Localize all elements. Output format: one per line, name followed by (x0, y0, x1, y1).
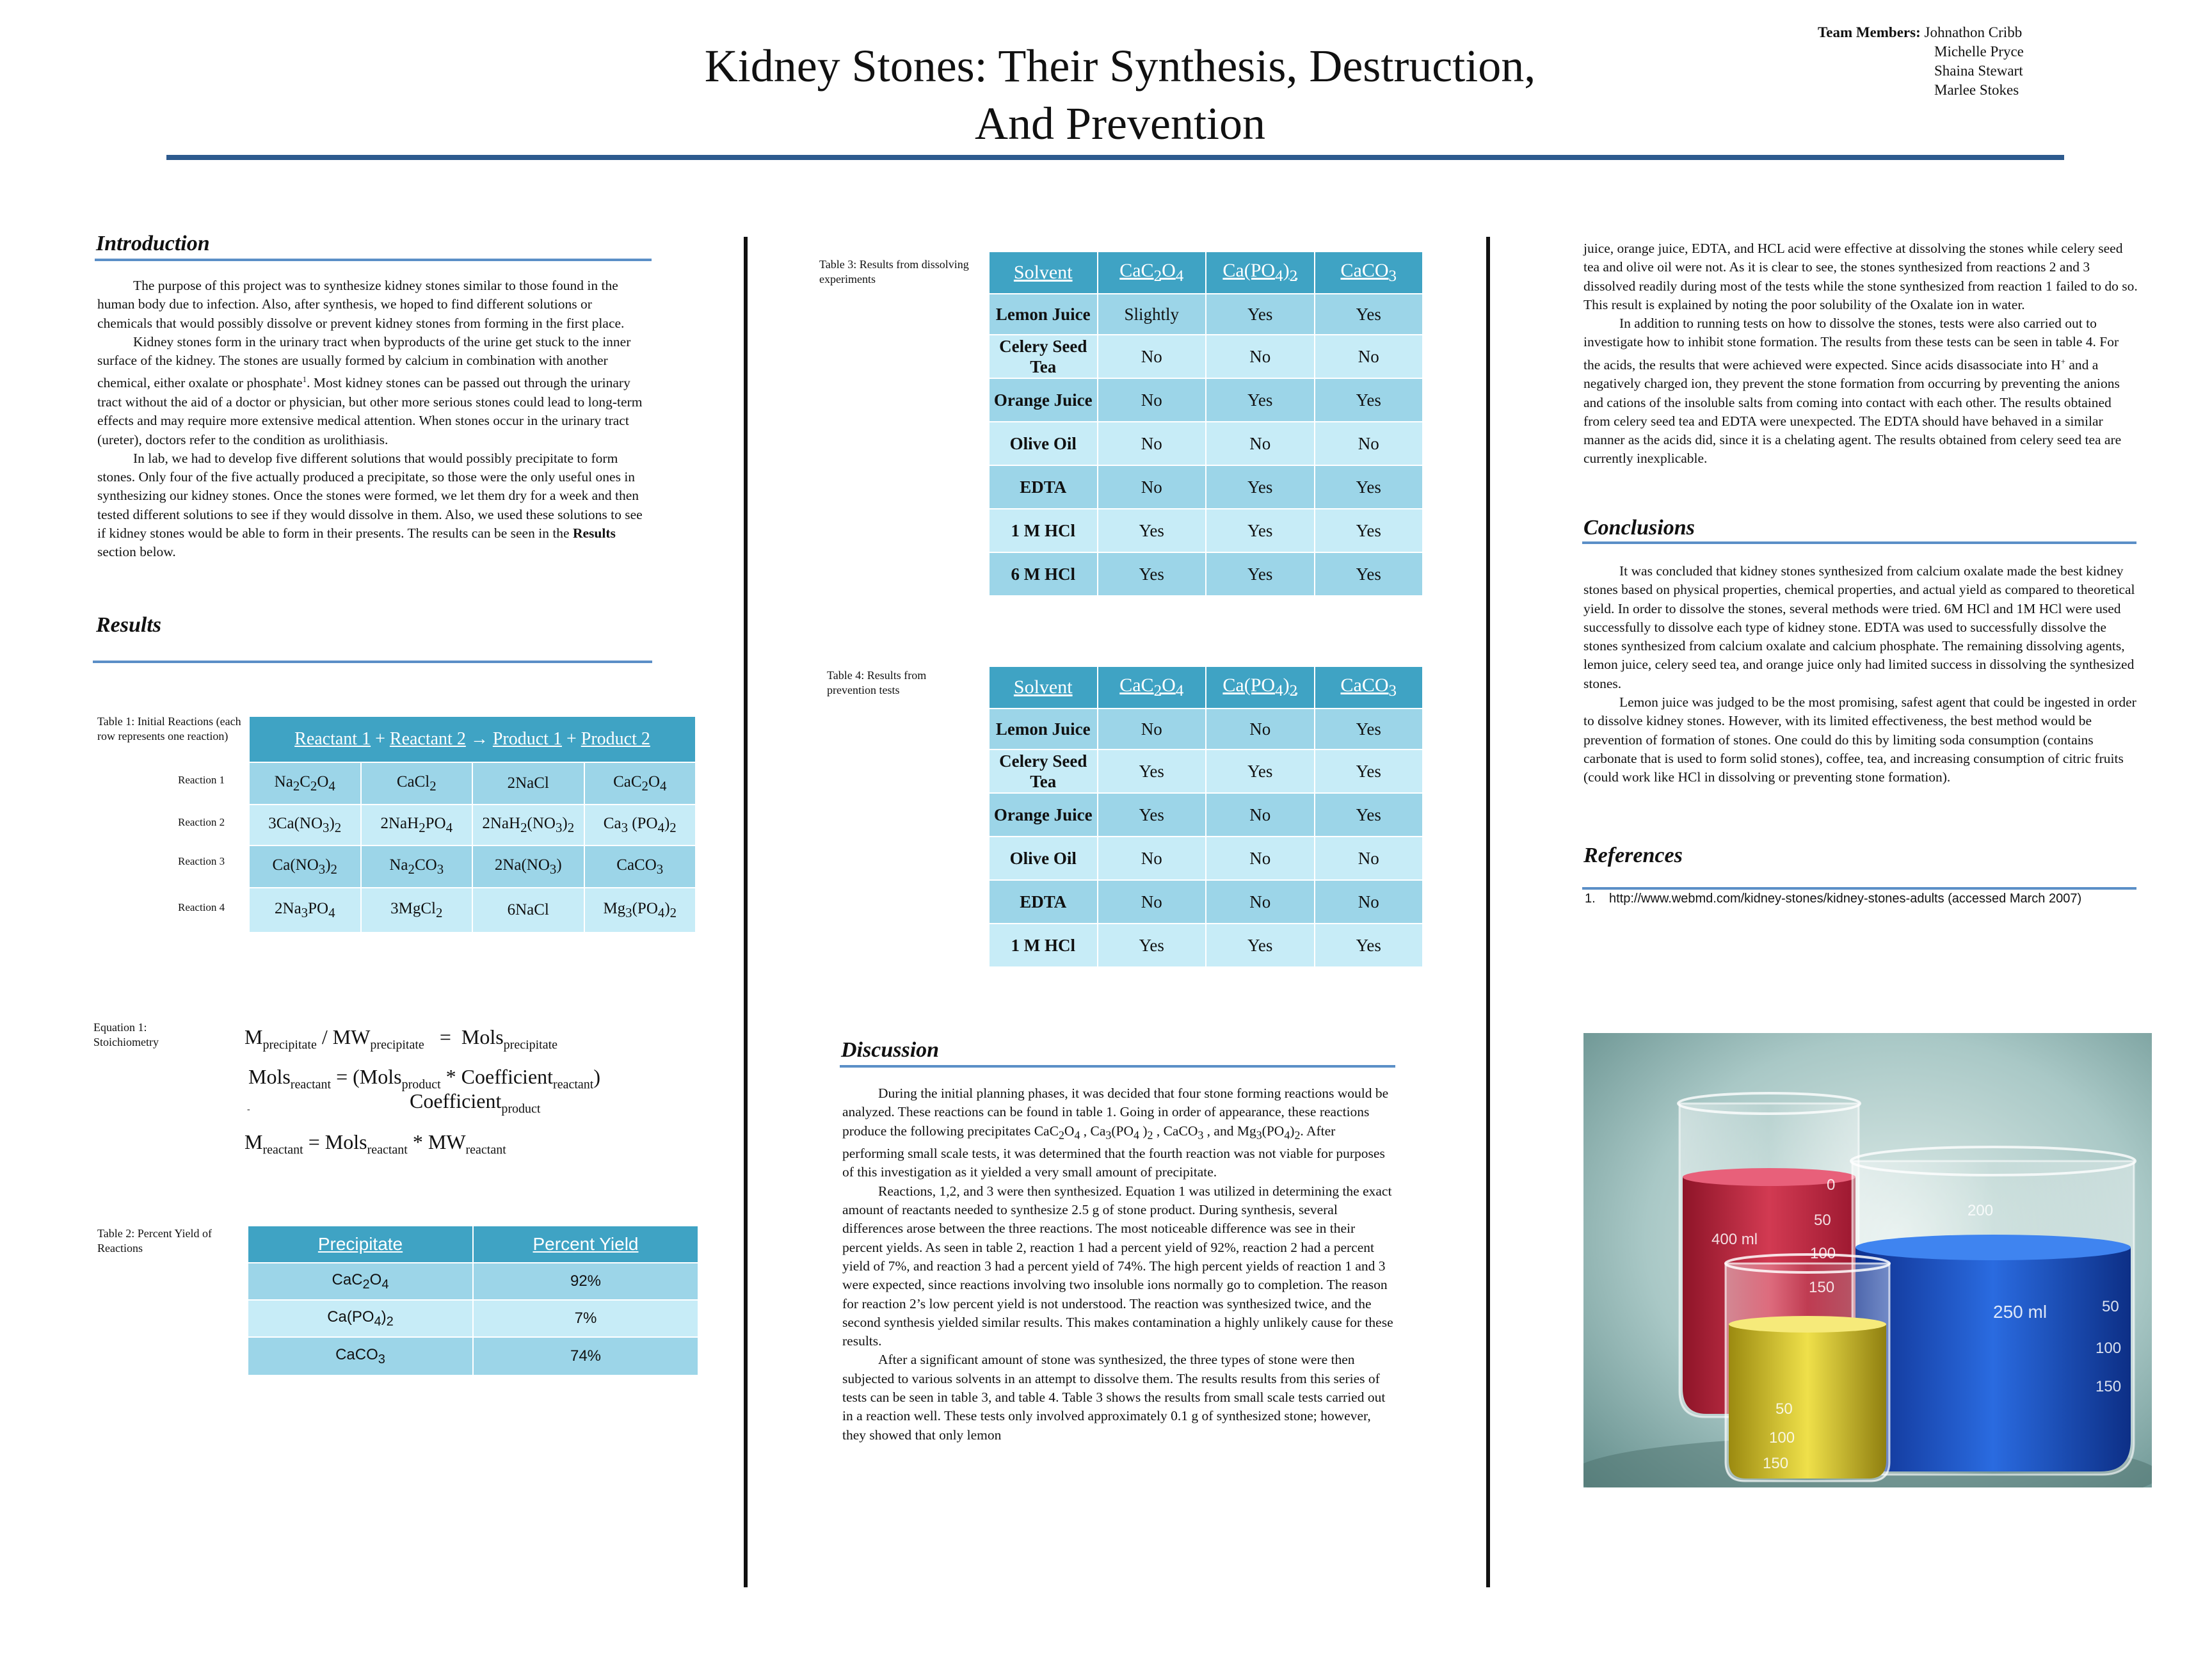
table1-caption: Table 1: Initial Reactions (each row represents one reaction) (97, 715, 241, 742)
paragraph: In addition to running tests on how to dissolve the stones, tests were also carried out to investigate how to inhibit stone formation. The results from these tests can be seen in table 4. For the acids, the results that were achieved were expected. Since acids disassociate into H+ and a negatively charged ion, they prevent the stone formation from occurring by preventing the anions and cations of the insoluble salts from coming into contact with each other. The results obtained from celery seed tea and EDTA were unexpected. The EDTA should have behaved in a similar manner as the acids did, since it is a chelating agent. The results obtained from celery seed tea are currently inexplicable. (1583, 316, 2122, 467)
team-member: Michelle Pryce (1934, 44, 2024, 60)
column-divider (1486, 237, 1490, 1587)
table-cell: CaCO$_3$ (248, 1337, 473, 1375)
result-cell: Yes (1315, 924, 1423, 967)
table2 (247, 1225, 699, 1376)
table-cell: 74% (473, 1337, 698, 1375)
discussion-paragraph: During the initial planning phases, it was decided that four stone forming reactions would be analyzed. These reactions can be found in table 1. Going in order of appearance, these reactions produce the following precipitates $CaC_2O_4$ , $Ca_3(PO_4$ )$_2$ , CaCO$_3$ , and $Mg_3(PO_4)_2$. After performing small scale tests, it was determined that the fourth reaction was not viable for purposes of this investigation as it yielded a very small amount of precipitate. (842, 1086, 1389, 1180)
result-cell: Yes (1206, 465, 1315, 509)
result-cell: Yes (1315, 793, 1423, 837)
solvent-cell: Lemon Juice (989, 709, 1098, 749)
intro-paragraph: The purpose of this project was to synthesize kidney stones similar to those found in the human body due to infection. Also, after synthesis, we hoped to find different solutions or chemicals that would possibly dissolve or prevent kidney stones from forming in the first place. (97, 278, 625, 331)
table-row (249, 846, 696, 888)
table-row (989, 924, 1423, 967)
solvent-cell: Orange Juice (989, 378, 1098, 422)
table-row (989, 837, 1423, 880)
solvent-cell: Orange Juice (989, 793, 1098, 837)
header-cell: $Ca(PO_4)_2$ (1206, 666, 1315, 709)
column3-text (1583, 239, 2138, 469)
introduction-text (97, 276, 648, 562)
svg-text:150: 150 (1809, 1279, 1835, 1296)
table-row (989, 509, 1423, 552)
table-cell: $Na_2C_2O_4$ (249, 762, 361, 805)
table-row (248, 1300, 698, 1337)
result-cell: Yes (1206, 378, 1315, 422)
conclusions-paragraph: Lemon juice was judged to be the most promising, safest agent that could be ingested in order to dissolve kidney stones. However, with its limited effectiveness, the best method would be prevention of formation of stones. One could do this by limiting soda consumption (contains carbonate that is used to form solid stones), coffee, tea, and increasing consumption of citric fruits (could work like HCl in dissolving or preventing stone formation). (1583, 694, 2136, 785)
result-cell: No (1315, 422, 1423, 465)
result-cell: No (1098, 880, 1206, 924)
section-rule (95, 259, 652, 261)
team-label: Team Members: (1818, 24, 1921, 40)
title-rule (166, 155, 2064, 160)
equation-line: Mols$_{reactant}$ = (Mols$_{product}$ * Coefficient$_{reactant}$) (248, 1065, 600, 1092)
header-cell: Solvent (989, 666, 1098, 709)
table-row (989, 378, 1423, 422)
discussion-paragraph: Reactions, 1,2, and 3 were then synthesized. Equation 1 was utilized in determining the exact amount of reactants needed to synthesize 2.5 g of stone product. During synthesis, several differences arose between the three reactions. The most noticeable difference was see in their percent yields. As seen in table 2, reaction 1 had a percent yield of 92%, reaction 2 had a percent yield of 7%, and reaction 3 had a percent yield of 74%. The high percent yields of reaction 1 and 3 were expected, since reactions involving two insoluble ions normally go to completion. The reason for reaction 2’s low percent yield is not understood. The reaction was synthesized twice, and the second synthesis yielded similar results. This makes contamination a highly unlikely cause for these results. (842, 1183, 1393, 1349)
table-row (989, 552, 1423, 596)
result-cell: Yes (1098, 509, 1206, 552)
table4-caption: Table 4: Results from prevention tests (827, 669, 927, 696)
team-members (1818, 23, 2087, 100)
header-cell: Solvent (989, 252, 1098, 294)
equation-line: Coefficient$_{product}$ (410, 1089, 541, 1116)
equation-caption: Equation 1: Stoichiometry (93, 1021, 159, 1048)
result-cell: Yes (1315, 294, 1423, 335)
conclusions-heading: Conclusions (1583, 516, 1695, 540)
equation-line: $M_{precipitate} / MW_{precipitate}$ = Mols$_{precipitate}$ (244, 1025, 558, 1052)
table-row (248, 1263, 698, 1300)
solvent-cell: EDTA (989, 880, 1098, 924)
table-row (989, 880, 1423, 924)
solvent-cell: Olive Oil (989, 837, 1098, 880)
table-row (989, 294, 1423, 335)
result-cell: No (1098, 378, 1206, 422)
svg-text:150: 150 (1763, 1455, 1789, 1472)
result-cell: Yes (1206, 294, 1315, 335)
result-cell: No (1098, 465, 1206, 509)
table-cell: $2Na(NO_3)$ (472, 846, 584, 888)
result-cell: Yes (1098, 749, 1206, 793)
header-cell: Reactant 1 (294, 729, 371, 749)
result-cell: Yes (1315, 509, 1423, 552)
svg-text:100: 100 (2096, 1340, 2122, 1357)
table-row (249, 888, 696, 933)
title-line-1: Kidney Stones: Their Synthesis, Destruction, (704, 40, 1536, 92)
team-member: Marlee Stokes (1934, 82, 2019, 98)
result-cell: Slightly (1098, 294, 1206, 335)
result-cell: No (1206, 880, 1315, 924)
result-cell: Yes (1206, 552, 1315, 596)
table-cell: $Mg_3(PO_4)_2$ (584, 888, 696, 933)
header-cell: Reactant 2 (389, 729, 466, 749)
svg-text:150: 150 (2096, 1378, 2122, 1395)
table-cell: $3Ca(NO_3)_2$ (249, 805, 361, 846)
title-line-2: And Prevention (975, 98, 1265, 149)
reaction-label: Reaction 2 (178, 816, 225, 828)
table-row (248, 1337, 698, 1375)
result-cell: No (1315, 837, 1423, 880)
table-cell: $Na_2CO_3$ (361, 846, 473, 888)
header-cell: Product 2 (581, 729, 650, 749)
result-cell: Yes (1206, 509, 1315, 552)
table-row (989, 335, 1423, 378)
result-cell: No (1098, 709, 1206, 749)
section-rule (840, 1065, 1395, 1068)
result-cell: Yes (1315, 552, 1423, 596)
reaction-label: Reaction 3 (178, 855, 225, 867)
solvent-cell: Celery Seed Tea (989, 749, 1098, 793)
intro-paragraph: Kidney stones form in the urinary tract when byproducts of the urine get stuck to the inner surface of the kidney. The stones are usually formed by calcium in combination with another chemical, either oxalate or phosphate$^1$. Most kidney stones can be passed out through the urinary tract without the aid of a doctor or physician, but other more serious stones could lead to long-term effects and may require more extensive medical attention. When stones occur in the urinary tract (ureter), doctors refer to the condition as urolithiasis. (97, 333, 643, 447)
result-cell: Yes (1315, 465, 1423, 509)
solvent-cell: 1 M HCl (989, 924, 1098, 967)
svg-text:50: 50 (1814, 1212, 1831, 1229)
table-row (989, 709, 1423, 749)
discussion-heading: Discussion (841, 1038, 940, 1062)
table-cell: $Ca(PO_4)_2$ (248, 1300, 473, 1337)
result-cell: No (1098, 422, 1206, 465)
team-member: Johnathon Cribb (1924, 24, 2023, 40)
intro-paragraph: In lab, we had to develop five different solutions that would possibly precipitate to form stones. Only four of the five actually produced a precipitate, so those were the only useful ones in synthesizing our kidney stones. Once the stones were formed, we let them dry for a week and then tested different solutions to see if they would dissolve in them. Also, we used these solutions to see if kidney stones would be able to form in their presents. The results can be seen in the Results section below. (97, 450, 643, 560)
table-row (249, 762, 696, 805)
poster-title (576, 37, 1664, 152)
svg-text:200: 200 (1968, 1202, 1994, 1219)
table-cell: 2NaCl (472, 762, 584, 805)
svg-text:100: 100 (1769, 1429, 1795, 1447)
equation-line: $M_{reactant}$ = Mols$_{reactant}$ * $MW_{reactant}$ (244, 1130, 506, 1157)
result-cell: No (1206, 422, 1315, 465)
table3 (988, 251, 1423, 597)
solvent-cell: Olive Oil (989, 422, 1098, 465)
solvent-cell: 6 M HCl (989, 552, 1098, 596)
table-cell: $Ca(NO_3)_2$ (249, 846, 361, 888)
svg-text:50: 50 (1775, 1400, 1793, 1418)
beakers-photo (1583, 1033, 2152, 1487)
header-cell: $CaC_2O_4$ (1098, 252, 1206, 294)
result-cell: No (1206, 335, 1315, 378)
references-heading: References (1583, 844, 1683, 867)
header-cell: CaCO$_3$ (1315, 252, 1423, 294)
header-cell: Product 1 (492, 729, 562, 749)
result-cell: Yes (1098, 793, 1206, 837)
reaction-label: Reaction 4 (178, 901, 225, 913)
header-cell: $Ca(PO_4)_2$ (1206, 252, 1315, 294)
svg-text:0: 0 (1827, 1176, 1836, 1194)
table1 (248, 716, 696, 933)
result-cell: No (1206, 837, 1315, 880)
reaction-label: Reaction 1 (178, 774, 225, 786)
column-divider (744, 237, 748, 1587)
header-cell: Precipitate (248, 1226, 473, 1263)
table-row (249, 805, 696, 846)
result-cell: No (1315, 880, 1423, 924)
table2-caption: Table 2: Percent Yield of Reactions (97, 1227, 212, 1254)
table-cell: $2Na_3PO_4$ (249, 888, 361, 933)
table-cell: CaCl$_2$ (361, 762, 473, 805)
result-cell: Yes (1098, 924, 1206, 967)
equation-dash: - (247, 1105, 250, 1114)
table3-caption: Table 3: Results from dissolving experiments (819, 258, 969, 285)
table1-header: Reactant 1 + Reactant 2 → Product 1 + Product 2 (249, 716, 696, 762)
paragraph: juice, orange juice, EDTA, and HCL acid were effective at dissolving the stones while celery seed tea and olive oil were not. As it is clear to see, the stones synthesized from reactions 2 and 3 dissolved readily during most of the tests while the stone synthesized from reaction 1 failed to do so. This result is explained by noting the poor solubility of the Oxalate ion in water. (1583, 241, 2138, 312)
section-rule (1582, 541, 2136, 544)
result-cell: No (1206, 793, 1315, 837)
result-cell: Yes (1315, 709, 1423, 749)
solvent-cell: Celery Seed Tea (989, 335, 1098, 378)
svg-text:50: 50 (2102, 1298, 2119, 1315)
svg-text:250 ml: 250 ml (1993, 1302, 2048, 1322)
header-cell: CaCO$_3$ (1315, 666, 1423, 709)
reference-link[interactable]: http://www.webmd.com/kidney-stones/kidney-stones-adults (accessed March 2007) (1609, 892, 2082, 906)
header-cell: $CaC_2O_4$ (1098, 666, 1206, 709)
team-member: Shaina Stewart (1934, 63, 2023, 79)
discussion-text (842, 1084, 1394, 1445)
reference-number: 1. (1585, 892, 1596, 906)
result-cell: No (1206, 709, 1315, 749)
result-cell: Yes (1206, 749, 1315, 793)
result-cell: No (1098, 335, 1206, 378)
table-cell: $2NaH_2(NO_3)_2$ (472, 805, 584, 846)
reference-item (1585, 890, 2136, 908)
result-cell: Yes (1098, 552, 1206, 596)
introduction-heading: Introduction (96, 232, 210, 255)
svg-text:400 ml: 400 ml (1711, 1231, 1758, 1248)
result-cell: Yes (1206, 924, 1315, 967)
conclusions-paragraph: It was concluded that kidney stones synthesized from calcium oxalate made the best kidney stones based on physical properties, chemical properties, and actual yield as compared to theoretical yield. In order to dissolve the stones, several methods were tried. 6M HCl and 1M HCl were used successfully to dissolve each type of kidney stone. EDTA was used to successfully dissolve the stones synthesized from calcium oxalate and calcium phosphate. The remaining dissolving agents, lemon juice, celery seed tea, and orange juice only had limited success in dissolving the synthesized stones. (1583, 563, 2135, 691)
table-cell: 92% (473, 1263, 698, 1300)
section-rule (93, 661, 652, 663)
result-cell: Yes (1315, 749, 1423, 793)
table-cell: $CaC_2O_4$ (584, 762, 696, 805)
table-row (989, 749, 1423, 793)
table-cell: 7% (473, 1300, 698, 1337)
results-heading: Results (96, 613, 162, 637)
discussion-paragraph: After a significant amount of stone was synthesized, the three types of stone were then subjected to various solvents in an attempt to dissolve them. The results results from this series of tests can be seen in table 3, and table 4. Table 3 shows the results from small scale tests carried out in a reaction well. These tests only involved approximately 0.1 g of synthesized stone; however, they showed that only lemon (842, 1352, 1386, 1443)
table-cell: 3MgCl$_2$ (361, 888, 473, 933)
solvent-cell: 1 M HCl (989, 509, 1098, 552)
result-cell: No (1098, 837, 1206, 880)
table-row (989, 465, 1423, 509)
conclusions-text (1583, 562, 2138, 787)
result-cell: No (1315, 335, 1423, 378)
table-cell: $2NaH_2PO_4$ (361, 805, 473, 846)
table-cell: 6NaCl (472, 888, 584, 933)
table-cell: CaCO$_3$ (584, 846, 696, 888)
table-cell: $Ca_3$ $(PO_4)_2$ (584, 805, 696, 846)
table-row (989, 793, 1423, 837)
table-cell: $CaC_2O_4$ (248, 1263, 473, 1300)
solvent-cell: EDTA (989, 465, 1098, 509)
table4 (988, 666, 1423, 968)
yellow-beaker (1726, 1254, 1889, 1481)
table-row (989, 422, 1423, 465)
result-cell: Yes (1315, 378, 1423, 422)
svg-text:100: 100 (1810, 1245, 1836, 1262)
header-cell: Percent Yield (473, 1226, 698, 1263)
solvent-cell: Lemon Juice (989, 294, 1098, 335)
